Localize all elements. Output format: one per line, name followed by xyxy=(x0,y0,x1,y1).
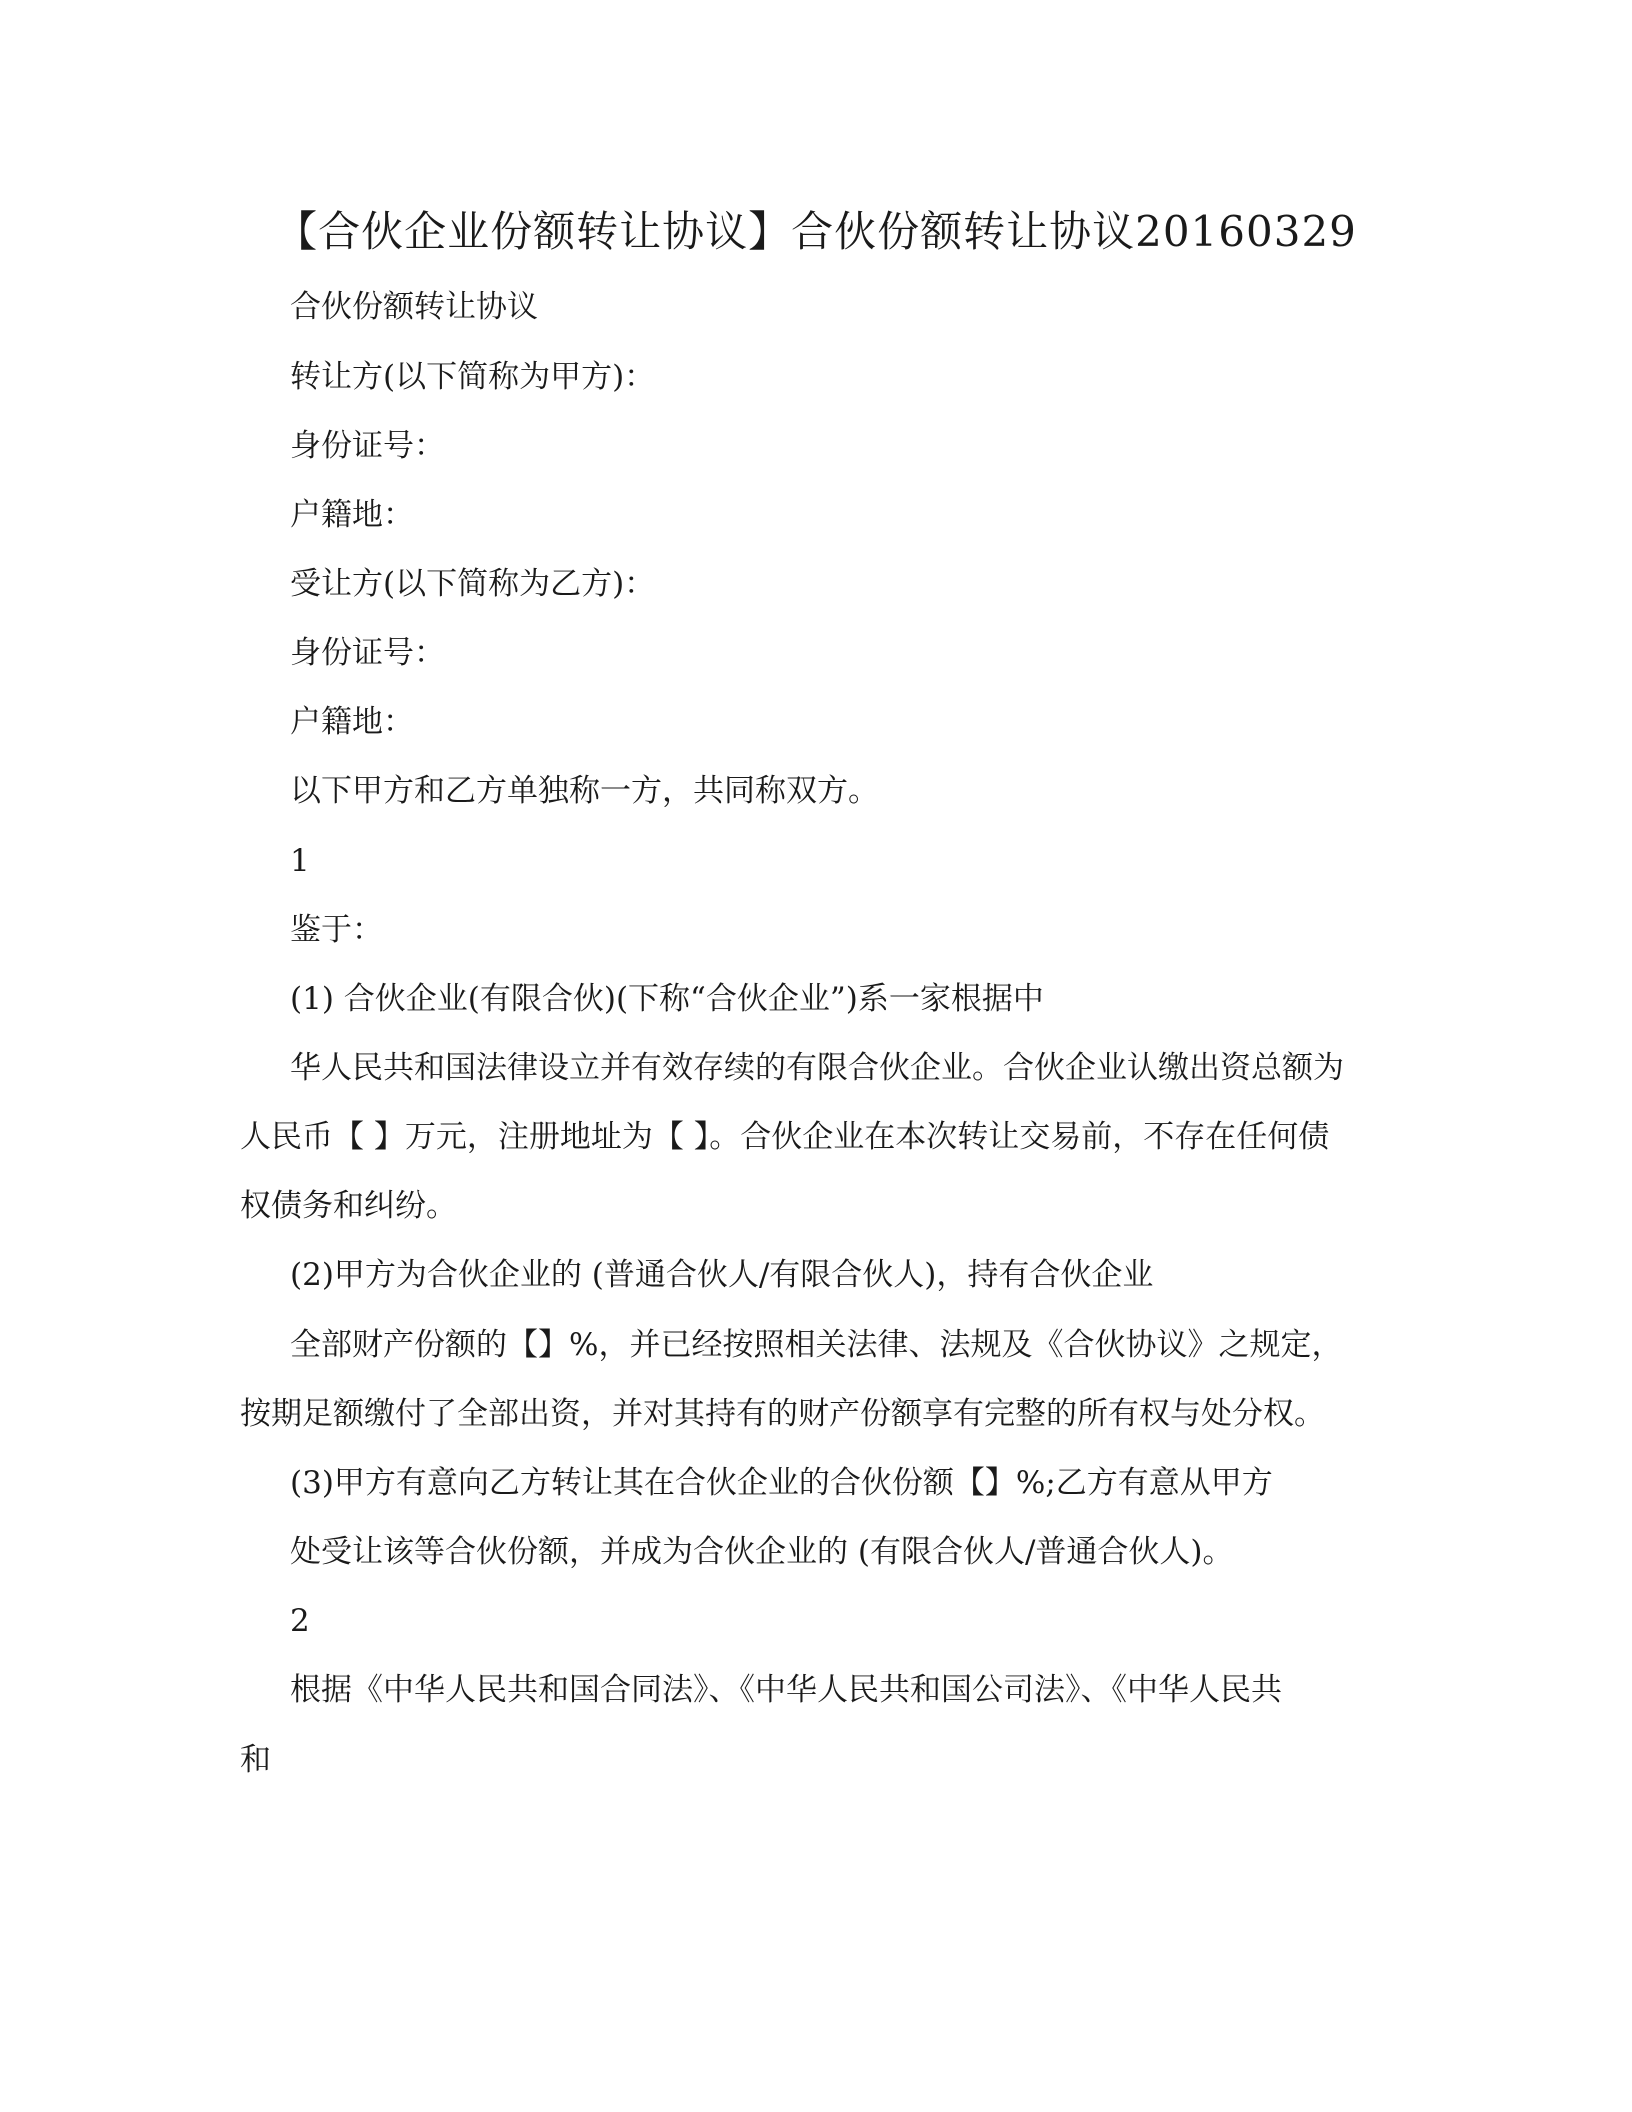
transferee-id-line: 身份证号： xyxy=(290,635,445,671)
transferee-domicile-line: 户籍地： xyxy=(290,704,414,740)
section-number-1: 1 xyxy=(290,843,310,879)
whereas-heading: 鉴于： xyxy=(290,912,383,948)
document-title: 【合伙企业份额转让协议】合伙份额转让协议20160329 xyxy=(275,207,1357,256)
recital-2-line-1: (2)甲方为合伙企业的 (普通合伙人/有限合伙人)，持有合伙企业 xyxy=(290,1257,1154,1293)
recital-1-line-2: 华人民共和国法律设立并有效存续的有限合伙企业。合伙企业认缴出资总额为 xyxy=(290,1050,1344,1086)
recital-1-line-4: 权债务和纠纷。 xyxy=(240,1188,457,1224)
recital-2-line-2: 全部财产份额的【】%，并已经按照相关法律、法规及《合伙协议》之规定， xyxy=(290,1327,1343,1363)
subtitle-line: 合伙份额转让协议 xyxy=(290,289,538,325)
parties-line: 以下甲方和乙方单独称一方，共同称双方。 xyxy=(290,773,879,809)
recital-2-line-3: 按期足额缴付了全部出资，并对其持有的财产份额享有完整的所有权与处分权。 xyxy=(240,1396,1325,1432)
basis-line-1: 根据《中华人民共和国合同法》、《中华人民共和国公司法》、《中华人民共 xyxy=(290,1672,1282,1708)
transferor-id-line: 身份证号： xyxy=(290,428,445,464)
transferor-domicile-line: 户籍地： xyxy=(290,497,414,533)
recital-1-line-3: 人民币【 】万元，注册地址为【 】。合伙企业在本次转让交易前，不存在任何债 xyxy=(240,1119,1330,1155)
basis-line-2: 和 xyxy=(240,1742,271,1778)
recital-3-line-2: 处受让该等合伙份额，并成为合伙企业的 (有限合伙人/普通合伙人)。 xyxy=(290,1534,1234,1570)
transferee-line: 受让方(以下简称为乙方)： xyxy=(290,566,656,602)
recital-3-line-1: (3)甲方有意向乙方转让其在合伙企业的合伙份额【】%;乙方有意从甲方 xyxy=(290,1465,1273,1501)
transferor-line: 转让方(以下简称为甲方)： xyxy=(290,359,656,395)
section-number-2: 2 xyxy=(290,1603,310,1639)
recital-1-line-1: (1) 合伙企业(有限合伙)(下称“合伙企业”)系一家根据中 xyxy=(290,981,1044,1017)
